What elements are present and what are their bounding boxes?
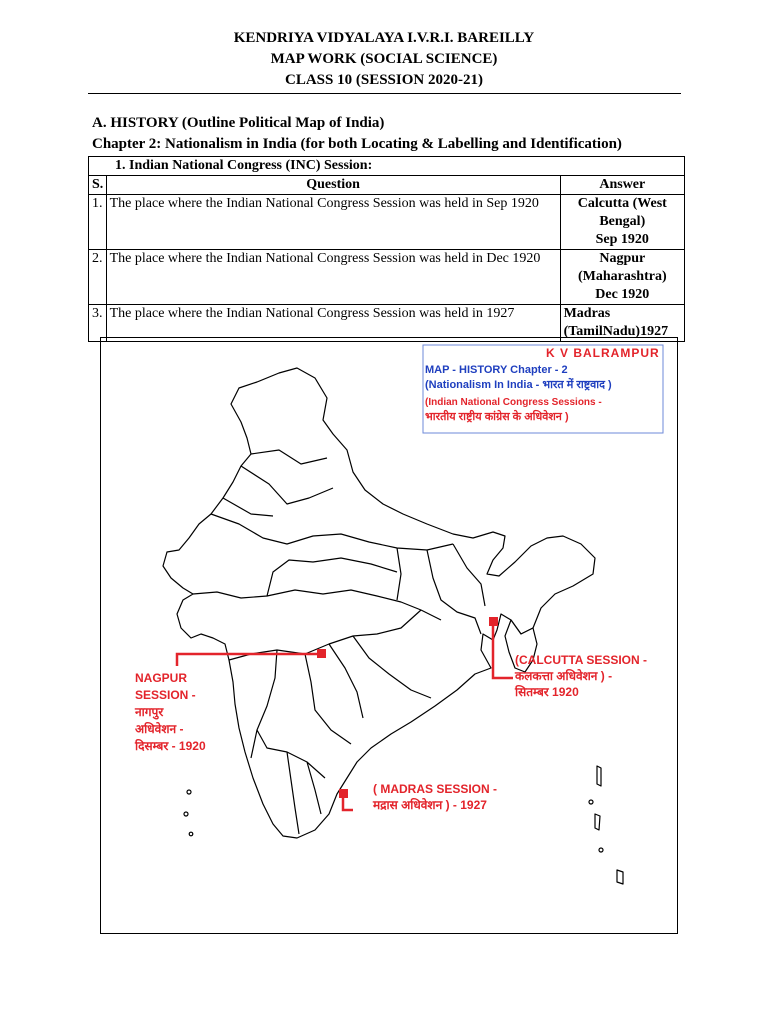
answer-line: Bengal) (599, 214, 646, 229)
row-serial: 3. (89, 305, 107, 342)
label-line: (CALCUTTA SESSION - (515, 653, 647, 667)
column-header-sn: S. (89, 176, 107, 195)
answer-line: Sep 1920 (595, 232, 649, 247)
answer-line: Calcutta (West (577, 196, 667, 211)
row-answer (560, 305, 684, 342)
row-answer (560, 250, 684, 305)
lakshadweep-island (189, 832, 193, 836)
andaman-island (589, 800, 593, 804)
label-line: सितम्बर 1920 (515, 685, 579, 699)
india-outline-map (101, 338, 677, 933)
table-header-row (89, 176, 685, 195)
section-title: A. HISTORY (Outline Political Map of India) (92, 115, 385, 131)
column-header-answer: Answer (560, 176, 684, 195)
worksheet-title: MAP WORK (SOCIAL SCIENCE) (270, 51, 498, 67)
legend-sessions-hi: भारतीय राष्ट्रीय कांग्रेस के अधिवेशन ) (425, 411, 569, 423)
answer-line: (TamilNadu)1927 (563, 324, 669, 339)
table-row (89, 250, 685, 305)
madras-marker (339, 789, 348, 798)
calcutta-marker (489, 617, 498, 626)
map-title: MAP - HISTORY Chapter - 2 (425, 364, 568, 376)
class-session: CLASS 10 (SESSION 2020-21) (285, 72, 483, 88)
answer-line: Dec 1920 (595, 287, 650, 302)
chapter-title: Chapter 2: Nationalism in India (for both Locating & Labelling and Identification) (92, 136, 622, 152)
india-mainland-outline (163, 368, 595, 838)
andaman-island (597, 766, 601, 786)
row-question: The place where the Indian National Congress Session was held in Dec 1920 (106, 250, 560, 305)
label-line: मद्रास अधिवेशन ) - 1927 (373, 798, 487, 812)
lakshadweep-island (187, 790, 191, 794)
school-name: KENDRIYA VIDYALAYA I.V.R.I. BAREILLY (233, 30, 535, 46)
label-line: अधिवेशन - (135, 722, 184, 736)
row-question: The place where the Indian National Congress Session was held in Sep 1920 (106, 195, 560, 250)
document-header (0, 28, 768, 91)
map-subtitle: (Nationalism In India - भारत में राष्ट्रवाद ) (425, 379, 612, 391)
header-rule (88, 93, 681, 94)
label-line: NAGPUR (135, 671, 188, 685)
table-title: 1. Indian National Congress (INC) Session: (89, 157, 685, 176)
table-title-row (89, 157, 685, 176)
table-row (89, 195, 685, 250)
answer-line: (Maharashtra) (577, 269, 667, 284)
calcutta-label (515, 652, 647, 700)
legend-sessions-en: (Indian National Congress Sessions - (425, 397, 602, 408)
nicobar-island (617, 870, 623, 884)
map-credit: K V BALRAMPUR (546, 346, 660, 360)
lakshadweep-island (184, 812, 188, 816)
inc-session-table (88, 156, 685, 342)
row-question: The place where the Indian National Congress Session was held in 1927 (106, 305, 560, 342)
row-serial: 2. (89, 250, 107, 305)
label-line: ( MADRAS SESSION - (373, 782, 498, 796)
label-line: दिसम्बर - 1920 (135, 739, 206, 753)
label-line: कलकत्ता अधिवेशन ) - (515, 669, 613, 683)
answer-line: Nagpur (599, 251, 646, 266)
table-row (89, 305, 685, 342)
row-serial: 1. (89, 195, 107, 250)
nagpur-marker (317, 649, 326, 658)
answer-line: Madras (563, 306, 611, 321)
label-line: नागपुर (135, 705, 164, 719)
nicobar-island (599, 848, 603, 852)
madras-label (373, 781, 497, 813)
label-line: SESSION - (135, 688, 196, 702)
andaman-island (595, 814, 600, 830)
column-header-question: Question (106, 176, 560, 195)
india-map-frame (100, 337, 678, 934)
row-answer (560, 195, 684, 250)
nagpur-label (135, 670, 206, 755)
